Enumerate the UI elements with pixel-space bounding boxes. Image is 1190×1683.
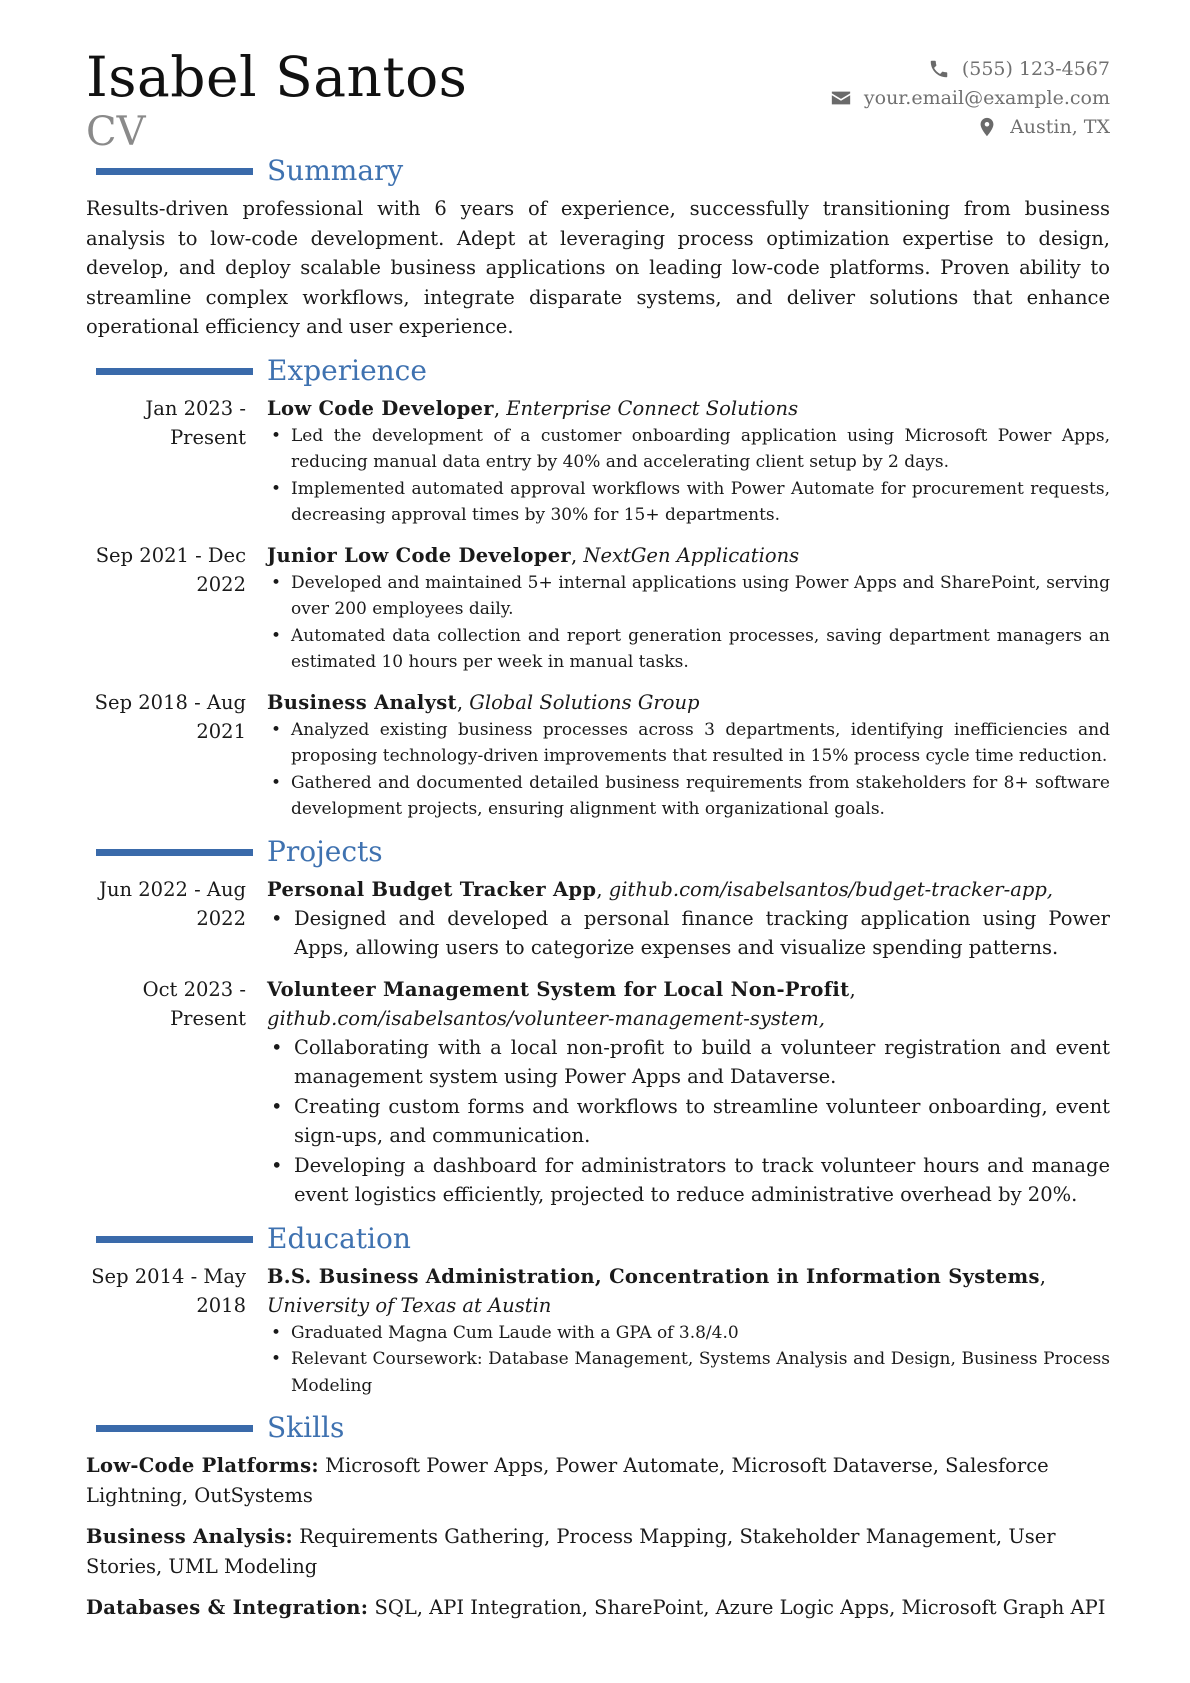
section-title-education: Education	[267, 1221, 411, 1255]
job-title: Business Analyst	[267, 690, 457, 714]
project-entry: Jun 2022 - Aug 2022 Personal Budget Tracker App, github.com/isabelsantos/budget-tracker-app, • Designed and developed a personal finance tracking application using Power Apps, allowing users to categorize expenses and visualize spending patterns.	[86, 875, 1110, 963]
bullet-item: • Developed and maintained 5+ internal applications using Power Apps and SharePoint, serving over 200 employees daily.	[267, 570, 1110, 623]
bullet-item: • Gathered and documented detailed business requirements from stakeholders for 8+ software development projects, ensuring alignment with organizational goals.	[267, 770, 1110, 823]
bullet-item: • Implemented automated approval workflows with Power Automate for procurement requests, decreasing approval times by 30% for 15+ departments.	[267, 476, 1110, 529]
job-title: Junior Low Code Developer	[267, 543, 571, 567]
employer-name: NextGen Applications	[583, 543, 800, 567]
section-accent-bar	[96, 1425, 253, 1432]
envelope-icon	[830, 87, 852, 109]
bullet-item: • Developing a dashboard for administrators to track volunteer hours and manage event logistics efficiently, projected to reduce administrative overhead by 20%.	[267, 1151, 1110, 1210]
entry-date: Sep 2018 - Aug 2021	[94, 690, 246, 743]
entry-date: Oct 2023 - Present	[142, 977, 246, 1030]
skill-value: Microsoft Power Apps, Power Automate, Microsoft Dataverse, Salesforce Lightning, OutSystems	[86, 1454, 1049, 1507]
summary-section-header	[86, 154, 1110, 194]
education-section-header	[86, 1222, 1110, 1262]
project-title: Volunteer Management System for Local Non-Profit	[267, 977, 850, 1001]
bullet-item: • Automated data collection and report generation processes, saving department managers an estimated 10 hours per week in manual tasks.	[267, 623, 1110, 676]
skill-row	[86, 1522, 1110, 1581]
skill-value: Requirements Gathering, Process Mapping, Stakeholder Management, User Stories, UML Modeling	[86, 1525, 1056, 1578]
experience-entry: Sep 2018 - Aug 2021 Business Analyst, Global Solutions Group • Analyzed existing business processes across 3 departments, identifying inefficiencies and proposing technology-driven improvements that resulted in 15% process cycle time reduction. • Gathered and documented detailed business requirements from stakeholders for 8+ software development projects, ensuring alignment with organizational goals.	[86, 688, 1110, 823]
entry-date: Sep 2014 - May 2018	[91, 1264, 246, 1317]
bullet-list	[267, 570, 1110, 676]
resume-page	[86, 44, 1110, 1635]
project-title: Personal Budget Tracker App	[267, 877, 597, 901]
bullet-item: • Relevant Coursework: Database Management, Systems Analysis and Design, Business Process Modeling	[267, 1346, 1110, 1399]
bullet-item: • Analyzed existing business processes across 3 departments, identifying inefficiencies and proposing technology-driven improvements that resulted in 15% process cycle time reduction.	[267, 717, 1110, 770]
person-name: Isabel Santos	[86, 45, 468, 109]
document-subtitle: CV	[86, 109, 146, 155]
location-text: Austin, TX	[1010, 115, 1110, 138]
entry-date: Sep 2021 - Dec 2022	[95, 543, 246, 596]
section-title-experience: Experience	[267, 353, 427, 387]
bullet-item: • Led the development of a customer onboarding application using Microsoft Power Apps, reducing manual data entry by 40% and accelerating client setup by 2 days.	[267, 423, 1110, 476]
employer-name: Enterprise Connect Solutions	[506, 396, 799, 420]
degree-title: B.S. Business Administration, Concentration in Information Systems	[267, 1264, 1040, 1288]
job-title: Low Code Developer	[267, 396, 494, 420]
bullet-list	[267, 1320, 1110, 1400]
bullet-list	[267, 717, 1110, 823]
skill-row	[86, 1451, 1110, 1510]
entry-date: Jan 2023 - Present	[145, 396, 246, 449]
entry-date: Jun 2022 - Aug 2022	[99, 877, 246, 930]
summary-text: Results-driven professional with 6 years of experience, successfully transitioning from business analysis to low-code development. Adept at leveraging process optimization expertise to design, develop, and deploy scalable business applications on leading low-code platforms. Proven ability to streamline complex workflows, integrate disparate systems, and deliver solutions that enhance operational efficiency and user experience.	[86, 197, 1110, 338]
map-pin-icon	[976, 116, 998, 138]
contact-phone[interactable]	[830, 54, 1110, 83]
bullet-item: • Creating custom forms and workflows to streamline volunteer onboarding, event sign-ups, and communication.	[267, 1092, 1110, 1151]
bullet-list	[267, 1033, 1110, 1210]
project-link[interactable]: github.com/isabelsantos/budget-tracker-app,	[608, 877, 1054, 901]
bullet-item: • Designed and developed a personal finance tracking application using Power Apps, allowing users to categorize expenses and visualize spending patterns.	[267, 904, 1110, 963]
contact-info	[830, 54, 1110, 141]
bullet-item: • Graduated Magna Cum Laude with a GPA of 3.8/4.0	[267, 1320, 1110, 1347]
skill-value: SQL, API Integration, SharePoint, Azure Logic Apps, Microsoft Graph API	[374, 1596, 1106, 1619]
skills-section-header	[86, 1411, 1110, 1451]
phone-number: (555) 123-4567	[961, 57, 1110, 80]
bullet-list	[267, 423, 1110, 529]
employer-name: Global Solutions Group	[469, 690, 700, 714]
skill-label: Low-Code Platforms:	[86, 1454, 319, 1477]
section-accent-bar	[96, 1236, 253, 1243]
section-title-summary: Summary	[267, 154, 404, 187]
section-accent-bar	[96, 849, 253, 856]
experience-entry: Jan 2023 - Present Low Code Developer, Enterprise Connect Solutions • Led the development of a customer onboarding application using Microsoft Power Apps, reducing manual data entry by 40% and accelerating client setup by 2 days. • Implemented automated approval workflows with Power Automate for procurement requests, decreasing approval times by 30% for 15+ departments.	[86, 394, 1110, 529]
email-address: your.email@example.com	[863, 86, 1110, 109]
resume-header	[86, 44, 1110, 154]
section-accent-bar	[96, 368, 253, 375]
experience-section-header	[86, 354, 1110, 394]
experience-entry: Sep 2021 - Dec 2022 Junior Low Code Developer, NextGen Applications • Developed and maintained 5+ internal applications using Power Apps and SharePoint, serving over 200 employees daily. • Automated data collection and report generation processes, saving department managers an estimated 10 hours per week in manual tasks.	[86, 541, 1110, 676]
skill-row	[86, 1593, 1110, 1623]
bullet-list	[267, 904, 1110, 963]
school-name: University of Texas at Austin	[267, 1293, 552, 1317]
education-entry: Sep 2014 - May 2018 B.S. Business Administration, Concentration in Information Systems, University of Texas at Austin • Graduated Magna Cum Laude with a GPA of 3.8/4.0 • Relevant Coursework: Database Management, Systems Analysis and Design, Business Process Modeling	[86, 1262, 1110, 1400]
project-entry: Oct 2023 - Present Volunteer Management System for Local Non-Profit, github.com/isabelsantos/volunteer-management-system, • Collaborating with a local non-profit to build a volunteer registration and event management system using Power Apps and Dataverse. • Creating custom forms and workflows to streamline volunteer onboarding, event sign-ups, and communication. • Developing a dashboard for administrators to track volunteer hours and manage event logistics efficiently, projected to reduce administrative overhead by 20%.	[86, 975, 1110, 1210]
contact-email[interactable]	[830, 83, 1110, 112]
contact-location	[830, 112, 1110, 141]
bullet-item: • Collaborating with a local non-profit to build a volunteer registration and event management system using Power Apps and Dataverse.	[267, 1033, 1110, 1092]
phone-icon	[928, 58, 950, 80]
section-title-skills: Skills	[267, 1411, 345, 1444]
skill-label: Business Analysis:	[86, 1525, 294, 1548]
skill-label: Databases & Integration:	[86, 1596, 369, 1619]
section-title-projects: Projects	[267, 834, 383, 868]
section-accent-bar	[96, 168, 253, 175]
project-link[interactable]: github.com/isabelsantos/volunteer-management-system,	[267, 1006, 825, 1030]
projects-section-header	[86, 835, 1110, 875]
